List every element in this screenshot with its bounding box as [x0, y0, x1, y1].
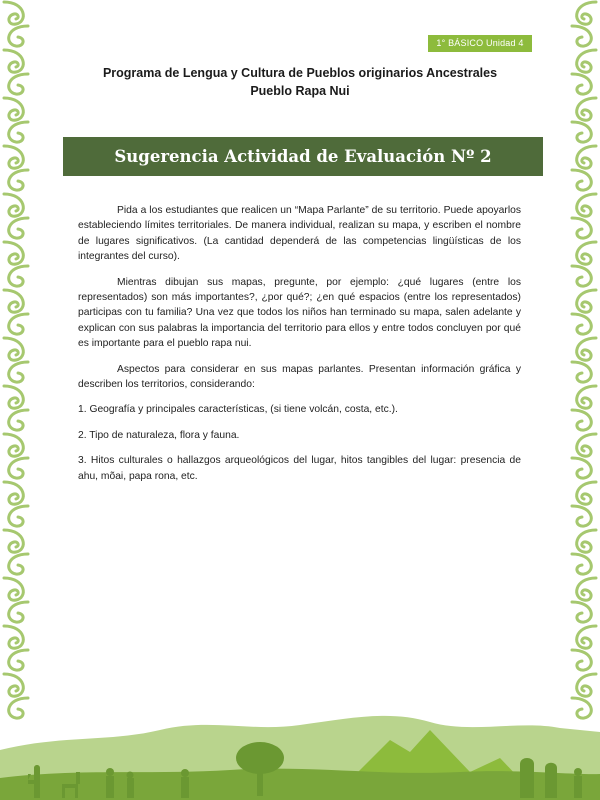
- footer-person-body: [106, 776, 114, 798]
- footer-landscape-illustration: [0, 680, 600, 800]
- border-spiral-motif: [4, 434, 28, 478]
- footer-ground: [0, 769, 600, 800]
- footer-person-head-4: [574, 768, 582, 776]
- border-spiral-motif: [572, 626, 596, 670]
- border-spiral-motif: [572, 578, 596, 622]
- footer-tree-trunk: [257, 766, 263, 796]
- border-spiral-motif: [4, 338, 28, 382]
- footer-person-head-3: [181, 769, 189, 777]
- list-item-geography: 1. Geografía y principales características, (si tiene volcán, costa, etc.).: [78, 404, 398, 416]
- border-spiral-motif: [572, 482, 596, 526]
- border-spiral-motif: [572, 290, 596, 334]
- footer-person-head: [106, 768, 114, 776]
- paragraph-instructions: Pida a los estudiantes que realicen un “Mapa Parlante” de su territorio. Puede apoyarlos estableciendo límites territoriales. De manera individual, realizan su mapa, y escriben el nombre de lugares significativos. (La cantidad dependerá de las competencias lingüísticas de los integrantes del curso).: [78, 205, 521, 263]
- border-spiral-motif: [4, 98, 28, 142]
- activity-title-bar: Sugerencia Actividad de Evaluación Nº 2: [63, 137, 543, 176]
- document-header: [0, 64, 600, 100]
- list-item-nature: 2. Tipo de naturaleza, flora y fauna.: [78, 429, 240, 441]
- border-spiral-motif: [572, 434, 596, 478]
- border-spiral-motif: [572, 242, 596, 286]
- border-spiral-motif: [572, 530, 596, 574]
- activity-body: [78, 203, 521, 494]
- border-spiral-motif: [4, 290, 28, 334]
- border-spiral-motif: [4, 482, 28, 526]
- unit-badge: 1° BÁSICO Unidad 4: [428, 35, 532, 52]
- header-people-title: Pueblo Rapa Nui: [250, 84, 350, 98]
- footer-moai: [520, 758, 534, 798]
- paragraph-questions: Mientras dibujan sus mapas, pregunte, por ejemplo: ¿qué lugares (entre los representados) son más importantes?, ¿por qué?; ¿en qué espacios (entre los representados) participas con tu familia? Una vez que todos los niños han terminado su mapa, salen adelante y explican con sus palabras la importancia del territorio para ellos y entre todos concluyen por qué es importante para el pueblo rapa nui.: [78, 276, 521, 350]
- footer-person-body-4: [574, 776, 582, 798]
- footer-person-body-2: [127, 778, 134, 798]
- border-spiral-motif: [572, 194, 596, 238]
- footer-person-body-3: [181, 777, 189, 798]
- left-decorative-border: [0, 0, 32, 720]
- border-spiral-motif: [572, 338, 596, 382]
- border-spiral-motif: [572, 98, 596, 142]
- border-spiral-motif: [4, 2, 28, 46]
- border-spiral-motif: [572, 2, 596, 46]
- border-spiral-motif: [4, 146, 28, 190]
- border-spiral-motif: [4, 242, 28, 286]
- border-spiral-motif: [4, 194, 28, 238]
- border-spiral-motif: [4, 626, 28, 670]
- footer-person-head-2: [127, 772, 134, 779]
- right-decorative-border: [568, 0, 600, 720]
- border-spiral-motif: [572, 146, 596, 190]
- border-spiral-motif: [572, 386, 596, 430]
- border-spiral-motif: [4, 578, 28, 622]
- border-spiral-motif: [4, 386, 28, 430]
- header-program-title: Programa de Lengua y Cultura de Pueblos originarios Ancestrales: [102, 66, 498, 80]
- paragraph-aspects: Aspectos para considerar en sus mapas parlantes. Presentan información gráfica y describen los territorios, considerando:: [78, 363, 521, 391]
- list-item-cultural: 3. Hitos culturales o hallazgos arqueológicos del lugar, hitos tangibles del lugar: presencia de ahu, mõai, papa rona, etc.: [78, 455, 521, 482]
- footer-moai-2: [545, 763, 557, 798]
- border-spiral-motif: [4, 530, 28, 574]
